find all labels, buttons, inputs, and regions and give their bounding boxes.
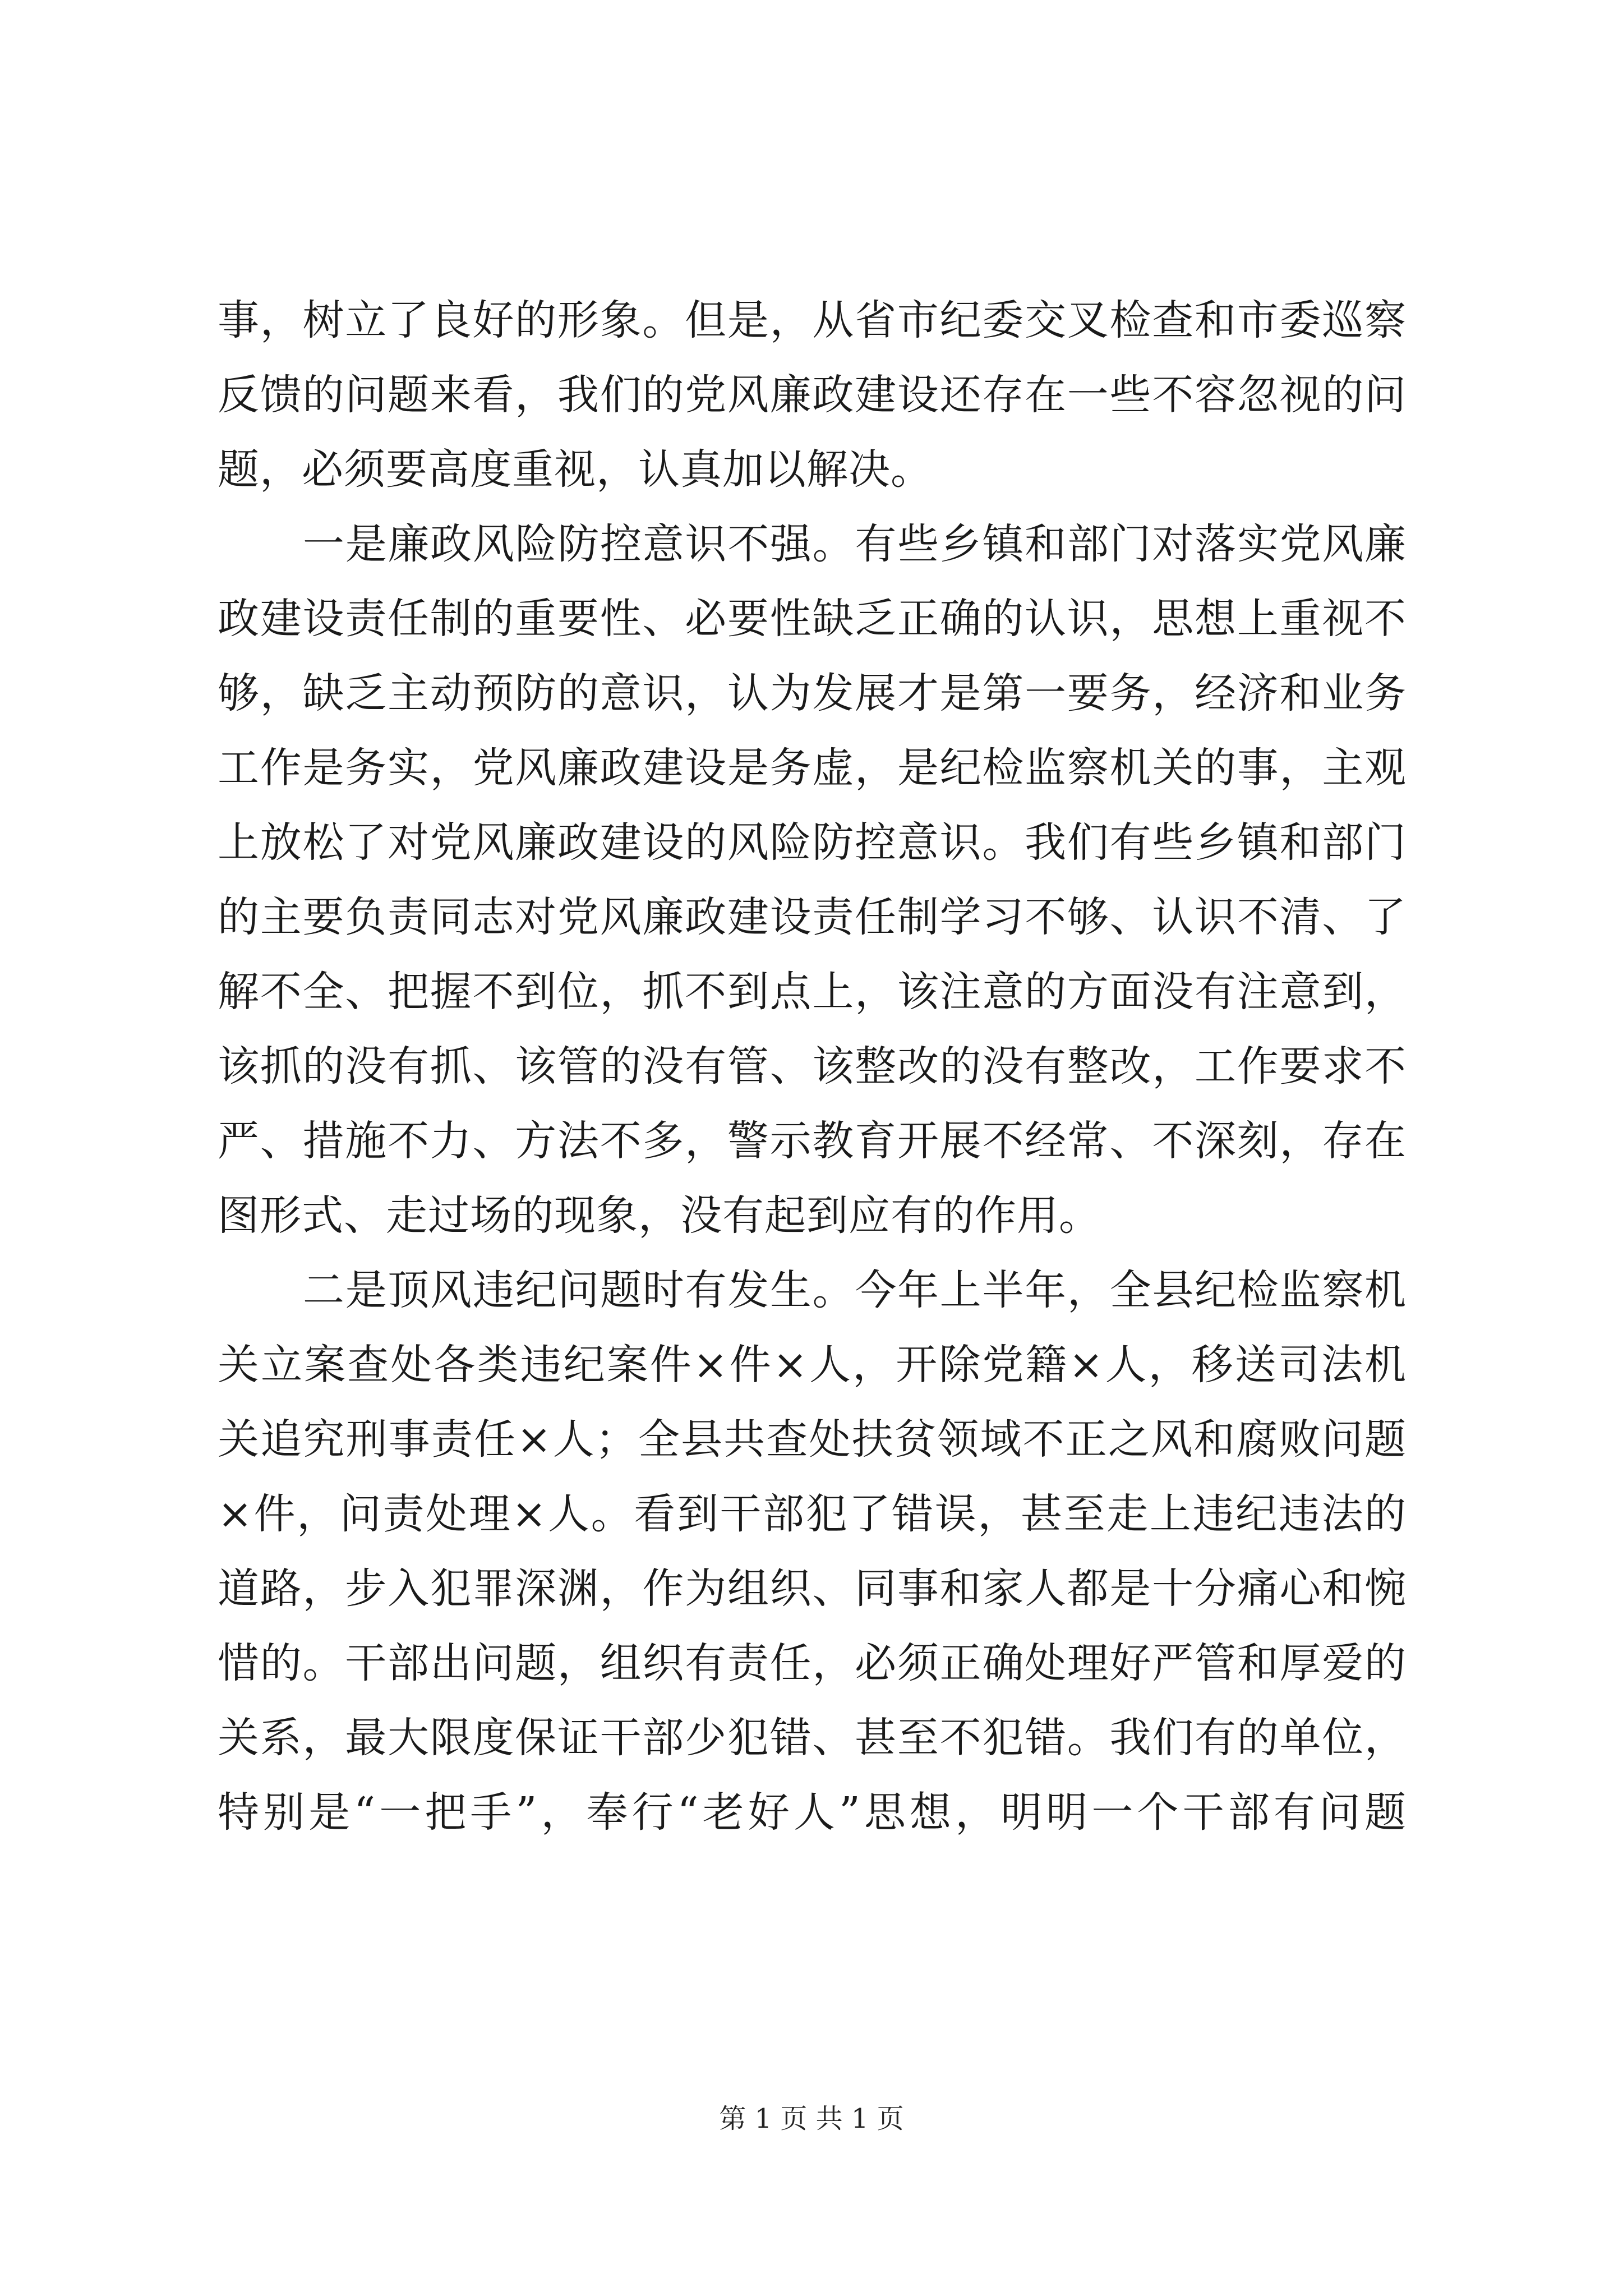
text-line: 二是顶风违纪问题时有发生。今年上半年，全县纪检监察机 <box>303 1266 1407 1314</box>
text-line: 严、措施不力、方法不多，警示教育开展不经常、不深刻，存在 <box>218 1117 1407 1165</box>
text-line: 解不全、把握不到位，抓不到点上，该注意的方面没有注意到， <box>218 968 1407 1016</box>
page-number: 第 1 页 共 1 页 <box>719 2103 904 2134</box>
text-line: 事，树立了良好的形象。但是，从省市纪委交叉检查和市委巡察 <box>218 296 1407 344</box>
text-line: 反馈的问题来看，我们的党风廉政建设还存在一些不容忽视的问 <box>218 371 1407 419</box>
text-line: 关追究刑事责任×人；全县共查处扶贫领域不正之风和腐败问题 <box>218 1415 1407 1464</box>
text-line: 道路，步入犯罪深渊，作为组织、同事和家人都是十分痛心和惋 <box>218 1565 1407 1613</box>
text-line: 特别是“一把手”，奉行“老好人”思想，明明一个干部有问题 <box>218 1788 1407 1837</box>
text-line: 的主要负责同志对党风廉政建设责任制学习不够、认识不清、了 <box>218 893 1407 941</box>
paragraph-discipline-violations <box>218 1253 1407 1850</box>
text-line: 关系，最大限度保证干部少犯错、甚至不犯错。我们有的单位， <box>218 1714 1407 1762</box>
text-line: 题，必须要高度重视，认真加以解决。 <box>218 445 933 494</box>
text-line: 工作是务实，党风廉政建设是务虚，是纪检监察机关的事，主观 <box>218 744 1407 792</box>
text-line: 上放松了对党风廉政建设的风险防控意识。我们有些乡镇和部门 <box>218 818 1407 867</box>
document-body <box>218 283 1407 1850</box>
text-line: 一是廉政风险防控意识不强。有些乡镇和部门对落实党风廉 <box>303 520 1407 568</box>
text-line: 该抓的没有抓、该管的没有管、该整改的没有整改，工作要求不 <box>218 1042 1407 1091</box>
text-line: 关立案查处各类违纪案件×件×人，开除党籍×人，移送司法机 <box>218 1341 1407 1389</box>
text-line: 惜的。干部出问题，组织有责任，必须正确处理好严管和厚爱的 <box>218 1639 1407 1687</box>
paragraph-continuation <box>218 283 1407 507</box>
text-line: ×件，问责处理×人。看到干部犯了错误，甚至走上违纪违法的 <box>218 1490 1407 1538</box>
paragraph-risk-awareness <box>218 507 1407 1253</box>
text-line: 图形式、走过场的现象，没有起到应有的作用。 <box>218 1191 1101 1240</box>
text-line: 政建设责任制的重要性、必要性缺乏正确的认识，思想上重视不 <box>218 595 1407 643</box>
text-line: 够，缺乏主动预防的意识，认为发展才是第一要务，经济和业务 <box>218 669 1407 717</box>
page-footer <box>0 2097 1623 2136</box>
